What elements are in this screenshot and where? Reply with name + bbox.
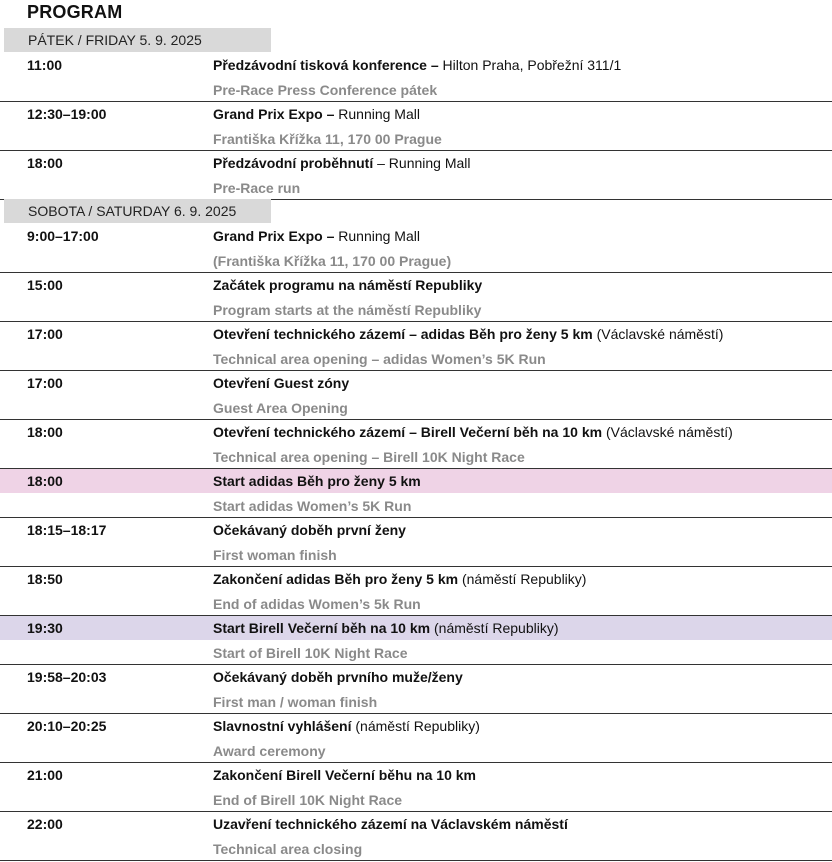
event-title — [213, 57, 621, 73]
event-title — [213, 669, 463, 685]
event-subtitle: Technical area opening – adidas Women’s 5K Run — [213, 351, 546, 367]
event-title-bold: Grand Prix Expo – — [213, 106, 335, 122]
event-title — [213, 106, 420, 122]
event-title-bold: Grand Prix Expo – — [213, 228, 335, 244]
event-title-bold: Start adidas Běh pro ženy 5 km — [213, 473, 421, 489]
event-subtitle: End of adidas Women’s 5k Run — [213, 596, 421, 612]
event-title — [213, 620, 559, 636]
event-title-bold: Otevření Guest zóny — [213, 375, 350, 391]
event-time: 17:00 — [27, 375, 63, 391]
event-subtitle: Pre-Race run — [213, 180, 301, 196]
event-subtitle: Technical area opening – Birell 10K Night Race — [213, 449, 525, 465]
event-title — [213, 816, 568, 832]
event-title-bold: Otevření technického zázemí – Birell Večerní běh na 10 km — [213, 424, 603, 440]
schedule-row — [0, 567, 832, 616]
event-title — [213, 718, 480, 734]
event-title-bold: Start Birell Večerní běh na 10 km — [213, 620, 431, 636]
day-header: SOBOTA / SATURDAY 6. 9. 2025 — [4, 199, 271, 223]
event-title — [213, 277, 482, 293]
event-title — [213, 473, 421, 489]
event-time: 18:50 — [27, 571, 63, 587]
row-highlight-band — [0, 371, 832, 395]
event-title-bold: Slavnostní vyhlášení — [213, 718, 352, 734]
schedule-row — [0, 102, 832, 151]
event-time: 12:30–19:00 — [27, 106, 107, 122]
event-title-bold: Uzavření technického zázemí na Václavském náměstí — [213, 816, 568, 832]
schedule-row — [0, 616, 832, 665]
event-location: (náměstí Republiky) — [430, 620, 559, 636]
event-title — [213, 424, 733, 440]
event-location: Running Mall — [334, 106, 420, 122]
schedule-row — [0, 151, 832, 200]
event-location: (Václavské náměstí) — [592, 326, 724, 342]
event-time: 20:10–20:25 — [27, 718, 107, 734]
event-title-bold: Očekávaný doběh prvního muže/ženy — [213, 669, 463, 685]
schedule-row — [0, 224, 832, 273]
event-location: (Václavské náměstí) — [602, 424, 733, 440]
event-title — [213, 767, 476, 783]
event-subtitle: Start adidas Women’s 5K Run — [213, 498, 412, 514]
event-title — [213, 228, 420, 244]
schedule-row — [0, 420, 832, 469]
event-title — [213, 375, 349, 391]
event-time: 11:00 — [27, 57, 63, 73]
event-title — [213, 571, 586, 587]
schedule-row — [0, 812, 832, 861]
event-title-bold: Otevření technického zázemí – adidas Běh pro ženy 5 km — [213, 326, 593, 342]
event-location: – Running Mall — [373, 155, 471, 171]
event-title-bold: Předzávodní tisková konference – — [213, 57, 439, 73]
schedule-row — [0, 322, 832, 371]
event-title — [213, 326, 723, 342]
event-subtitle: First man / woman finish — [213, 694, 378, 710]
schedule-row — [0, 371, 832, 420]
event-time: 17:00 — [27, 326, 63, 342]
event-subtitle: Františka Křížka 11, 170 00 Prague — [213, 131, 442, 147]
event-location: Running Mall — [334, 228, 420, 244]
event-time: 18:00 — [27, 155, 63, 171]
event-title-bold: Začátek programu na náměstí Republiky — [213, 277, 483, 293]
schedule-row — [0, 665, 832, 714]
event-time: 9:00–17:00 — [27, 228, 99, 244]
event-title — [213, 155, 471, 171]
event-subtitle: Pre-Race Press Conference pátek — [213, 82, 438, 98]
event-time: 18:15–18:17 — [27, 522, 107, 538]
schedule-row — [0, 763, 832, 812]
schedule-row — [0, 518, 832, 567]
event-time: 22:00 — [27, 816, 63, 832]
event-location: Hilton Praha, Pobřežní 311/1 — [438, 57, 622, 73]
event-time: 18:00 — [27, 473, 63, 489]
event-subtitle: Award ceremony — [213, 743, 326, 759]
event-subtitle: Guest Area Opening — [213, 400, 348, 416]
event-subtitle: Start of Birell 10K Night Race — [213, 645, 408, 661]
event-title-bold: Očekávaný doběh první ženy — [213, 522, 406, 538]
event-time: 18:00 — [27, 424, 63, 440]
page-title: PROGRAM — [27, 2, 123, 22]
event-subtitle: End of Birell 10K Night Race — [213, 792, 403, 808]
event-title-bold: Předzávodní proběhnutí — [213, 155, 374, 171]
day-header: PÁTEK / FRIDAY 5. 9. 2025 — [4, 28, 271, 52]
event-time: 21:00 — [27, 767, 63, 783]
schedule-row — [0, 273, 832, 322]
schedule-row — [0, 714, 832, 763]
event-title-bold: Zakončení adidas Běh pro ženy 5 km — [213, 571, 459, 587]
schedule-row — [0, 469, 832, 518]
schedule-row — [0, 53, 832, 102]
event-time: 15:00 — [27, 277, 63, 293]
event-subtitle: Technical area closing — [213, 841, 363, 857]
event-time: 19:58–20:03 — [27, 669, 107, 685]
event-subtitle: (Františka Křížka 11, 170 00 Prague) — [213, 253, 452, 269]
event-title-bold: Zakončení Birell Večerní běhu na 10 km — [213, 767, 476, 783]
event-subtitle: Program starts at the náměstí Republiky — [213, 302, 482, 318]
event-subtitle: First woman finish — [213, 547, 337, 563]
event-time: 19:30 — [27, 620, 63, 636]
event-location: (náměstí Republiky) — [458, 571, 587, 587]
event-title — [213, 522, 406, 538]
event-location: (náměstí Republiky) — [351, 718, 480, 734]
row-highlight-band — [0, 518, 832, 542]
